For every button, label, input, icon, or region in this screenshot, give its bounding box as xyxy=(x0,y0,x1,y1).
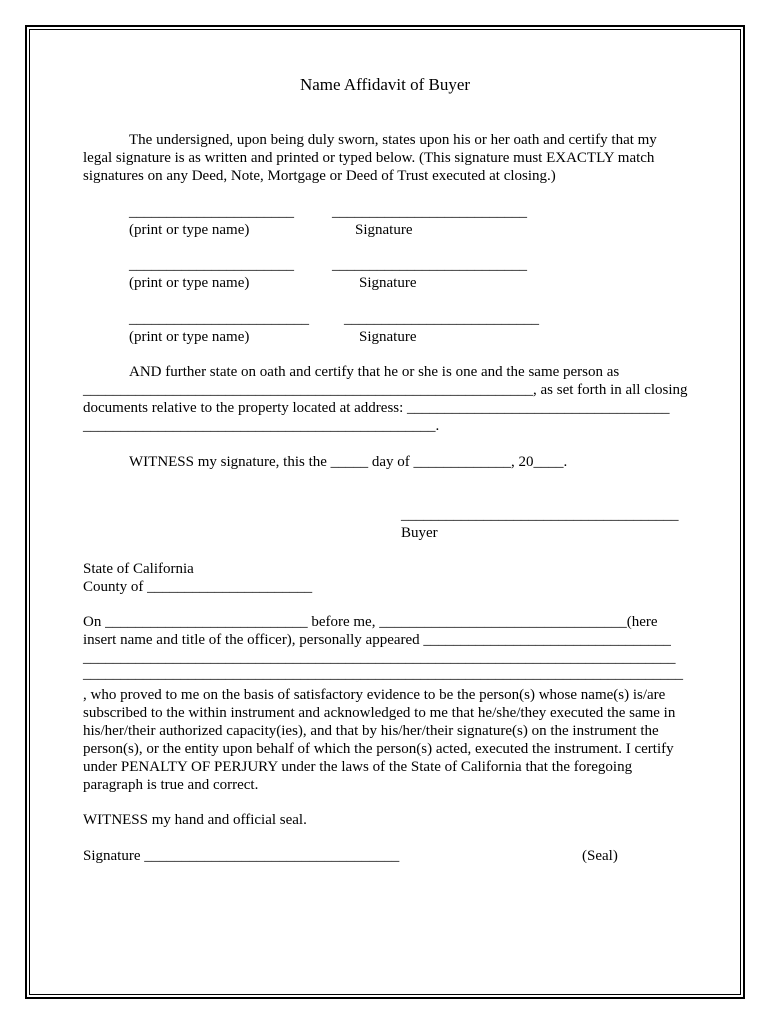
proved-line-1: , who proved to me on the basis of satisfactory evidence to be the person(s) whose name(s) is/are xyxy=(83,687,666,703)
further-line-3[interactable]: documents relative to the property located at address: ___________________________________ xyxy=(83,400,670,416)
signature-label-1: Signature xyxy=(355,222,413,238)
proved-line-3: his/her/their authorized capacity(ies), and that by his/her/their signature(s) on the instrument the xyxy=(83,723,659,739)
witness-date-line[interactable]: WITNESS my signature, this the _____ day of _____________, 20____. xyxy=(129,454,568,470)
county-line[interactable]: County of ______________________ xyxy=(83,579,313,595)
intro-line-1: The undersigned, upon being duly sworn, states upon his or her oath and certify that my xyxy=(129,132,657,148)
notary-line-1[interactable]: On ___________________________ before me, _________________________________(here xyxy=(83,614,658,630)
notary-signature-line[interactable]: Signature __________________________________ xyxy=(83,848,400,864)
document-title: Name Affidavit of Buyer xyxy=(299,75,471,94)
further-line-1: AND further state on oath and certify that he or she is one and the same person as xyxy=(129,364,620,380)
further-line-2[interactable]: ____________________________________________________________, as set forth in all closing xyxy=(83,382,688,398)
print-name-line-1[interactable]: ______________________ xyxy=(129,204,294,220)
proved-line-4: person(s), or the entity upon behalf of which the person(s) acted, executed the instrument. I certify xyxy=(83,741,674,757)
print-name-label-2: (print or type name) xyxy=(129,275,250,291)
signature-label-2: Signature xyxy=(359,275,417,291)
seal-label: (Seal) xyxy=(582,848,618,864)
buyer-label: Buyer xyxy=(401,525,438,541)
intro-line-3: signatures on any Deed, Note, Mortgage or Deed of Trust executed at closing.) xyxy=(83,168,556,184)
proved-line-5: under PENALTY OF PERJURY under the laws of the State of California that the foregoing xyxy=(83,759,633,775)
notary-line-2[interactable]: insert name and title of the officer), personally appeared _________________________________ xyxy=(83,632,671,648)
buyer-signature-line[interactable]: _____________________________________ xyxy=(401,507,679,523)
witness-seal-text: WITNESS my hand and official seal. xyxy=(83,812,307,828)
signature-line-2[interactable]: __________________________ xyxy=(332,257,527,273)
proved-line-2: subscribed to the within instrument and acknowledged to me that he/she/they executed the same in xyxy=(83,705,676,721)
print-name-line-3[interactable]: ________________________ xyxy=(129,311,309,327)
intro-line-2: legal signature is as written and printed or typed below. (This signature must EXACTLY match xyxy=(83,150,655,166)
signature-line-3[interactable]: __________________________ xyxy=(344,311,539,327)
print-name-label-1: (print or type name) xyxy=(129,222,250,238)
proved-line-6: paragraph is true and correct. xyxy=(83,777,259,793)
print-name-line-2[interactable]: ______________________ xyxy=(129,257,294,273)
signature-label-3: Signature xyxy=(359,329,417,345)
state-label: State of California xyxy=(83,561,194,577)
notary-line-3[interactable]: _______________________________________________________________________________ xyxy=(83,650,676,666)
signature-line-1[interactable]: __________________________ xyxy=(332,204,527,220)
print-name-label-3: (print or type name) xyxy=(129,329,250,345)
notary-line-4[interactable]: ________________________________________________________________________________ xyxy=(83,666,683,682)
further-line-4[interactable]: _______________________________________________. xyxy=(83,418,440,434)
